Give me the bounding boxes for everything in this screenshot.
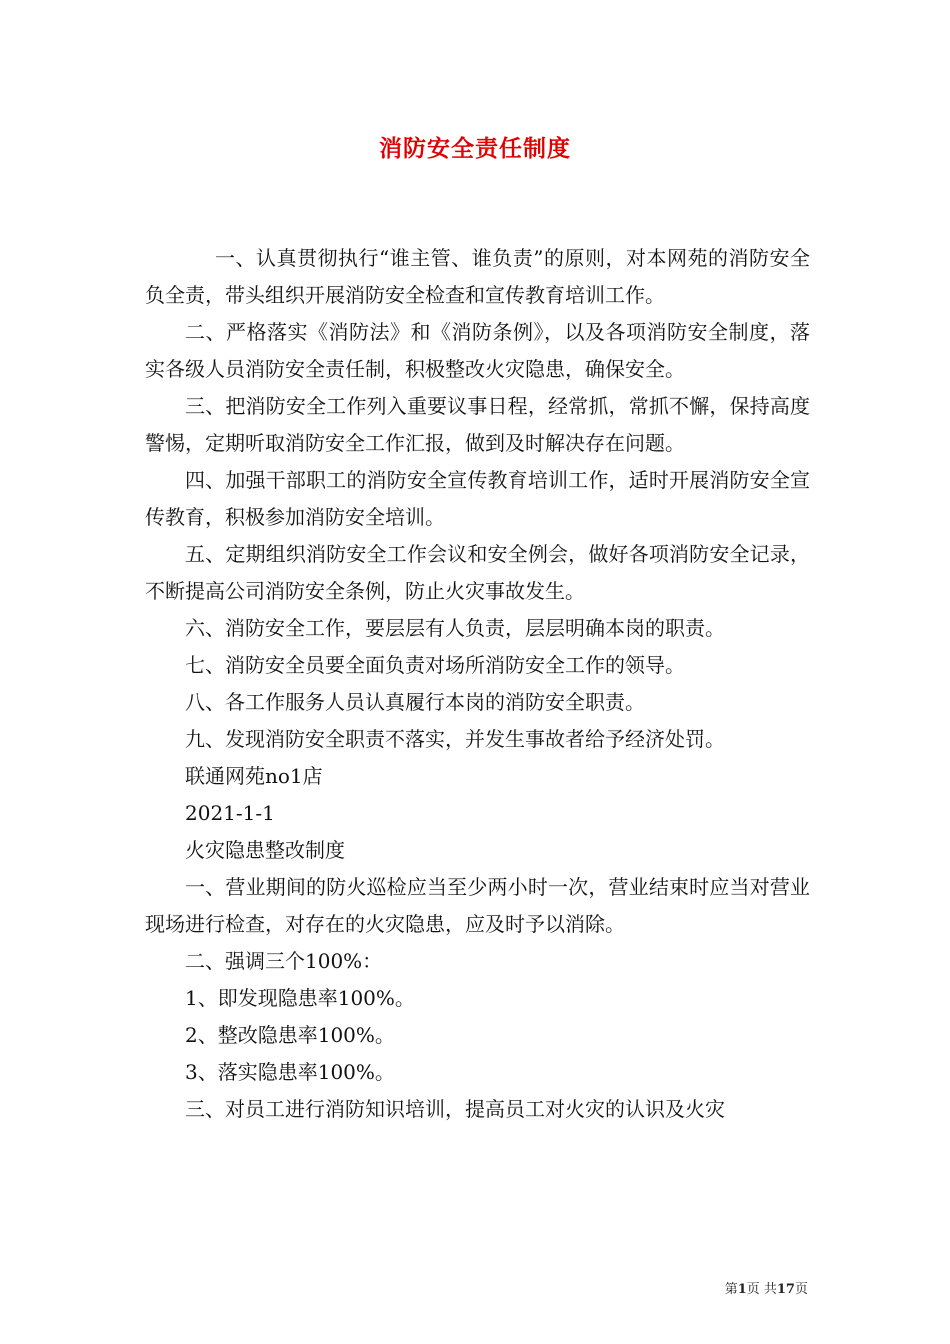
paragraph: 一、营业期间的防火巡检应当至少两小时一次，营业结束时应当对营业现场进行检查，对存在的火灾隐患，应及时予以消除。	[145, 875, 810, 936]
footer-prefix: 第	[724, 1282, 738, 1297]
paragraph: 八、各工作服务人员认真履行本岗的消防安全职责。	[185, 690, 645, 714]
footer-page-total: 17	[776, 1282, 795, 1297]
paragraph: 五、定期组织消防安全工作会议和安全例会，做好各项消防安全记录，不断提高公司消防安全条例，防止火灾事故发生。	[145, 542, 810, 603]
paragraph: 一、认真贯彻执行“谁主管、谁负责”的原则，对本网苑的消防安全负全责，带头组织开展消防安全检查和宣传教育培训工作。	[145, 246, 810, 307]
signature-line: 联通网苑no1店	[185, 764, 323, 788]
paragraph: 四、加强干部职工的消防安全宣传教育培训工作，适时开展消防安全宣传教育，积极参加消防安全培训。	[145, 468, 810, 529]
page-footer	[0, 1278, 808, 1297]
paragraph: 二、强调三个100%：	[185, 949, 383, 973]
footer-middle: 页 共	[746, 1282, 777, 1297]
paragraph: 二、严格落实《消防法》和《消防条例》，以及各项消防安全制度，落实各级人员消防安全责任制，积极整改火灾隐患，确保安全。	[145, 320, 810, 381]
list-item: 2、整改隐患率100%。	[185, 1023, 395, 1047]
list-item: 1、即发现隐患率100%。	[185, 986, 415, 1010]
section-heading: 火灾隐患整改制度	[185, 838, 345, 862]
paragraph: 九、发现消防安全职责不落实，并发生事故者给予经济处罚。	[185, 727, 725, 751]
footer-suffix: 页	[794, 1282, 808, 1297]
paragraph: 三、对员工进行消防知识培训，提高员工对火灾的认识及火灾	[185, 1097, 725, 1121]
document-title: 消防安全责任制度	[379, 135, 571, 162]
paragraph: 六、消防安全工作，要层层有人负责，层层明确本岗的职责。	[185, 616, 725, 640]
list-item: 3、落实隐患率100%。	[185, 1060, 395, 1084]
paragraph: 七、消防安全员要全面负责对场所消防安全工作的领导。	[185, 653, 685, 677]
document-body	[145, 240, 810, 1128]
date-line: 2021-1-1	[185, 801, 275, 825]
footer-page-number: 1	[737, 1282, 747, 1297]
paragraph: 三、把消防安全工作列入重要议事日程，经常抓，常抓不懈，保持高度警惕，定期听取消防安全工作汇报，做到及时解决存在问题。	[145, 394, 810, 455]
